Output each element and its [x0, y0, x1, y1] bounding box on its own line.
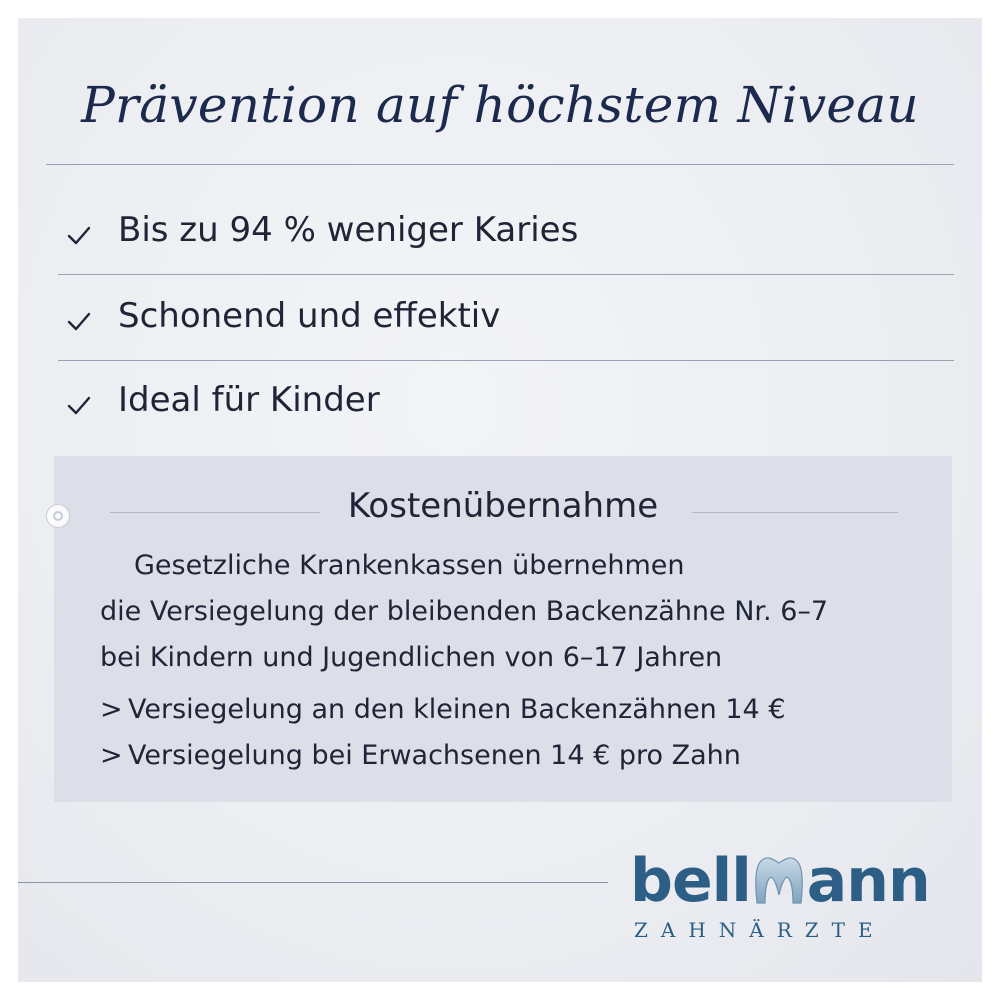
- content-card: [18, 18, 982, 982]
- cost-heading: Kostenübernahme: [347, 486, 659, 526]
- benefit-label: Ideal für Kinder: [118, 380, 380, 420]
- divider: [58, 274, 954, 275]
- check-icon: [66, 392, 92, 418]
- logo-word-start: bell: [630, 846, 751, 916]
- cost-item-text: Versiegelung an den kleinen Backenzähnen 14 €: [128, 694, 786, 725]
- cost-list-item: [100, 740, 741, 771]
- cost-item-text: Versiegelung bei Erwachsenen 14 € pro Zahn: [128, 740, 741, 771]
- chevron-right-icon: >: [100, 740, 123, 771]
- brand-logo: [630, 846, 970, 956]
- benefit-item: [18, 286, 982, 346]
- benefit-item: [18, 200, 982, 260]
- logo-word-end: ann: [806, 846, 930, 916]
- benefit-item: [18, 370, 982, 430]
- cost-text-line: die Versiegelung der bleibenden Backenzähne Nr. 6–7: [100, 596, 829, 627]
- footer-divider: [18, 882, 608, 883]
- check-icon: [66, 222, 92, 248]
- cost-text-line: bei Kindern und Jugendlichen von 6–17 Jahren: [100, 642, 723, 673]
- cost-list-item: [100, 694, 786, 725]
- logo-wordmark: [630, 846, 930, 916]
- check-icon: [66, 308, 92, 334]
- title-divider: [46, 164, 954, 165]
- benefit-label: Bis zu 94 % weniger Karies: [118, 210, 579, 250]
- chevron-right-icon: >: [100, 694, 123, 725]
- logo-subtitle: ZAHNÄRZTE: [634, 918, 886, 942]
- tooth-icon: [751, 853, 807, 905]
- divider: [58, 360, 954, 361]
- page-title: Prävention auf höchstem Niveau: [81, 76, 919, 134]
- cost-text-line: Gesetzliche Krankenkassen übernehmen: [134, 550, 685, 581]
- cost-coverage-box: [54, 456, 952, 802]
- benefit-label: Schonend und effektiv: [118, 296, 501, 336]
- carousel-indicator-icon[interactable]: [46, 504, 70, 528]
